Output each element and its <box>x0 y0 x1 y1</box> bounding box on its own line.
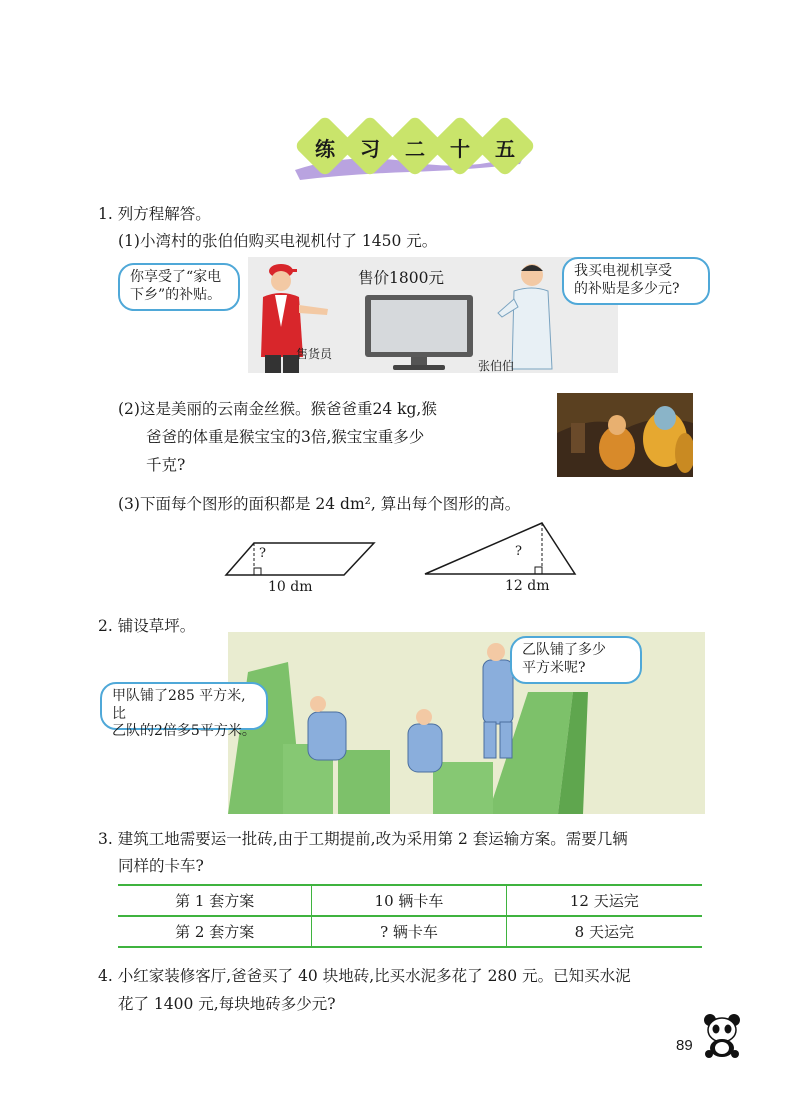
parallelogram-base-label: 10 dm <box>268 579 313 595</box>
table-cell: 10 辆卡车 <box>312 885 506 916</box>
team-a-speech-bubble <box>100 682 268 739</box>
golden-monkey-photo <box>557 393 693 477</box>
transport-plan-table <box>118 884 702 948</box>
q2-stem: 2. 铺设草坪。 <box>98 617 196 635</box>
panda-icon <box>700 1012 744 1058</box>
parallelogram-figure <box>222 540 377 580</box>
team-b-speech-line-1: 乙队铺了多少 <box>522 642 606 658</box>
q3-line-1: 3. 建筑工地需要运一批砖,由于工期提前,改为采用第 2 套运输方案。需要几辆 <box>98 830 628 848</box>
seller-speech-bubble <box>118 263 240 311</box>
triangle-height-mark: ? <box>515 544 522 559</box>
title-banner <box>290 112 530 182</box>
tv-icon <box>363 293 475 373</box>
team-b-speech-bubble <box>510 636 642 684</box>
buyer-figure <box>490 257 570 373</box>
price-label: 售价1800元 <box>358 269 444 287</box>
tv-scene <box>118 257 710 377</box>
team-a-speech-line-2: 乙队的2倍多5平方米。 <box>112 723 256 739</box>
team-a-speech-line-1: 甲队铺了285 平方米,比 <box>112 688 246 722</box>
q1-sub2-line-2: 爸爸的体重是猴宝宝的3倍,猴宝宝重多少 <box>146 428 425 446</box>
title-char-5: 五 <box>495 137 515 161</box>
buyer-speech-line-1: 我买电视机享受 <box>574 263 672 279</box>
table-cell: 第 2 套方案 <box>118 916 312 947</box>
parallelogram-height-mark: ? <box>259 546 266 561</box>
title-char-1: 练 <box>315 137 335 161</box>
title-char-3: 二 <box>405 137 425 161</box>
q3-line-2: 同样的卡车? <box>118 857 204 875</box>
lawn-scene <box>100 632 652 814</box>
table-row <box>118 885 702 916</box>
title-char-2: 习 <box>360 137 380 161</box>
page-number: 89 <box>676 1037 693 1054</box>
q1-sub3: (3)下面每个图形的面积都是 24 dm², 算出每个图形的高。 <box>118 495 521 513</box>
buyer-label: 张伯伯 <box>478 359 515 373</box>
q1-stem: 1. 列方程解答。 <box>98 205 211 223</box>
seller-label: 售货员 <box>296 347 333 361</box>
table-cell: 12 天运完 <box>506 885 702 916</box>
table-cell: ? 辆卡车 <box>312 916 506 947</box>
seller-speech-line-1: 你享受了“家电 <box>130 269 222 285</box>
q1-sub2-line-1: (2)这是美丽的云南金丝猴。猴爸爸重24 kg,猴 <box>118 400 437 418</box>
table-row <box>118 916 702 947</box>
buyer-speech-line-2: 的补贴是多少元? <box>574 280 680 297</box>
title-char-4: 十 <box>450 137 470 161</box>
q4-line-1: 4. 小红家装修客厅,爸爸买了 40 块地砖,比买水泥多花了 280 元。已知买水泥 <box>98 967 631 985</box>
table-cell: 8 天运完 <box>506 916 702 947</box>
table-cell: 第 1 套方案 <box>118 885 312 916</box>
q1-sub2-line-3: 千克? <box>146 456 186 474</box>
team-b-speech-line-2: 平方米呢? <box>522 659 586 676</box>
triangle-base-label: 12 dm <box>505 578 550 594</box>
seller-speech-line-2: 下乡”的补贴。 <box>130 286 222 303</box>
q4-line-2: 花了 1400 元,每块地砖多少元? <box>118 995 336 1013</box>
q1-sub1: (1)小湾村的张伯伯购买电视机付了 1450 元。 <box>118 232 438 250</box>
buyer-speech-bubble <box>562 257 710 305</box>
triangle-figure <box>422 520 578 578</box>
